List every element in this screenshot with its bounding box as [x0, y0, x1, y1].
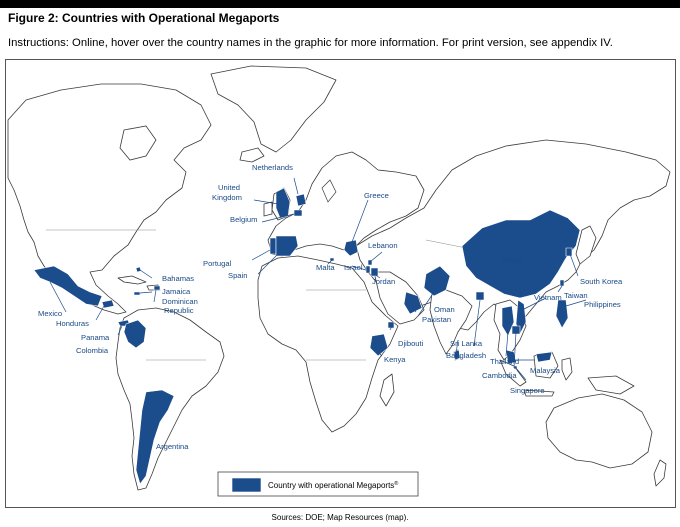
- label-panama[interactable]: Panama: [81, 333, 110, 342]
- landmass-iceland: [240, 148, 264, 162]
- label-djibouti[interactable]: Djibouti: [398, 339, 424, 348]
- country-djibouti[interactable]: [388, 322, 394, 328]
- landmass-greenland: [211, 66, 336, 152]
- label-south-korea[interactable]: South Korea: [580, 277, 623, 286]
- landmass-new-guinea: [588, 376, 634, 394]
- label-spain[interactable]: Spain: [228, 271, 248, 280]
- label-malaysia[interactable]: Malaysia: [530, 366, 560, 375]
- country-jamaica[interactable]: [134, 292, 140, 295]
- label-united-kingdom-line1[interactable]: United: [218, 183, 240, 192]
- label-malta[interactable]: Malta: [316, 263, 335, 272]
- country-united-kingdom[interactable]: [276, 188, 290, 218]
- label-colombia[interactable]: Colombia: [76, 346, 109, 355]
- label-jamaica[interactable]: Jamaica: [162, 287, 191, 296]
- label-philippines[interactable]: Philippines: [584, 300, 621, 309]
- world-map: [5, 59, 676, 508]
- label-portugal[interactable]: Portugal: [203, 259, 232, 268]
- label-greece[interactable]: Greece: [364, 191, 389, 200]
- label-honduras[interactable]: Honduras: [56, 319, 89, 328]
- country-belgium[interactable]: [294, 210, 302, 216]
- label-pakistan[interactable]: Pakistan: [422, 315, 452, 324]
- label-taiwan[interactable]: Taiwan: [564, 291, 588, 300]
- country-jordan[interactable]: [371, 268, 378, 276]
- label-dominican-republic-line1[interactable]: Dominican: [162, 297, 198, 306]
- label-argentina[interactable]: Argentina: [156, 442, 189, 451]
- label-lebanon[interactable]: Lebanon: [368, 241, 398, 250]
- legend-label: Country with operational Megaports®: [268, 481, 399, 490]
- label-mexico[interactable]: Mexico: [38, 309, 63, 318]
- landmass-australia: [546, 394, 652, 468]
- label-vietnam[interactable]: Vietnam: [534, 293, 562, 302]
- label-kenya[interactable]: Kenya: [384, 355, 406, 364]
- label-cambodia[interactable]: Cambodia: [482, 371, 517, 380]
- land-layer: [8, 66, 670, 490]
- label-dominican-republic-line2[interactable]: Republic: [164, 306, 194, 315]
- legend-swatch: [232, 478, 261, 492]
- map-svg: [6, 60, 675, 507]
- country-israel[interactable]: [366, 266, 370, 273]
- legend: [218, 472, 418, 496]
- label-bahamas[interactable]: Bahamas: [162, 274, 195, 283]
- label-jordan[interactable]: Jordan: [372, 277, 396, 286]
- label-china[interactable]: China: [502, 256, 522, 265]
- country-south-korea[interactable]: [566, 248, 572, 256]
- country-philippines[interactable]: [556, 300, 568, 328]
- landmass-new-zealand: [654, 460, 666, 486]
- label-oman[interactable]: Oman: [434, 305, 455, 314]
- label-belgium[interactable]: Belgium: [230, 215, 258, 224]
- label-israel[interactable]: Israel: [344, 263, 363, 272]
- country-portugal[interactable]: [270, 238, 276, 254]
- top-rule: [0, 0, 680, 8]
- label-singapore[interactable]: Singapore: [510, 386, 545, 395]
- map-source: Sources: DOE; Map Resources (map).: [271, 513, 409, 522]
- label-united-kingdom-line2[interactable]: Kingdom: [212, 193, 242, 202]
- landmass-cuba: [118, 276, 146, 284]
- label-thailand[interactable]: Thailand: [490, 357, 520, 366]
- country-malta[interactable]: [330, 258, 334, 261]
- country-spain[interactable]: [276, 236, 298, 256]
- country-greece[interactable]: [344, 240, 358, 256]
- country-bangladesh[interactable]: [476, 292, 484, 300]
- country-netherlands[interactable]: [296, 194, 306, 206]
- landmass-ireland: [264, 202, 272, 216]
- figure-title: Figure 2: Countries with Operational Megaports: [8, 11, 280, 25]
- label-netherlands[interactable]: Netherlands: [252, 163, 293, 172]
- label-bangladesh[interactable]: Bangladesh: [446, 351, 487, 360]
- landmass-madagascar: [380, 374, 394, 406]
- country-taiwan[interactable]: [560, 280, 564, 286]
- landmass-sulawesi: [562, 358, 572, 380]
- country-dominican-republic[interactable]: [154, 286, 160, 290]
- label-sri-lanka[interactable]: Sri Lanka: [450, 339, 483, 348]
- country-bahamas[interactable]: [136, 267, 141, 272]
- figure-instructions: Instructions: Online, hover over the country names in the graphic for more information. For print version, see appendix IV.: [8, 37, 613, 49]
